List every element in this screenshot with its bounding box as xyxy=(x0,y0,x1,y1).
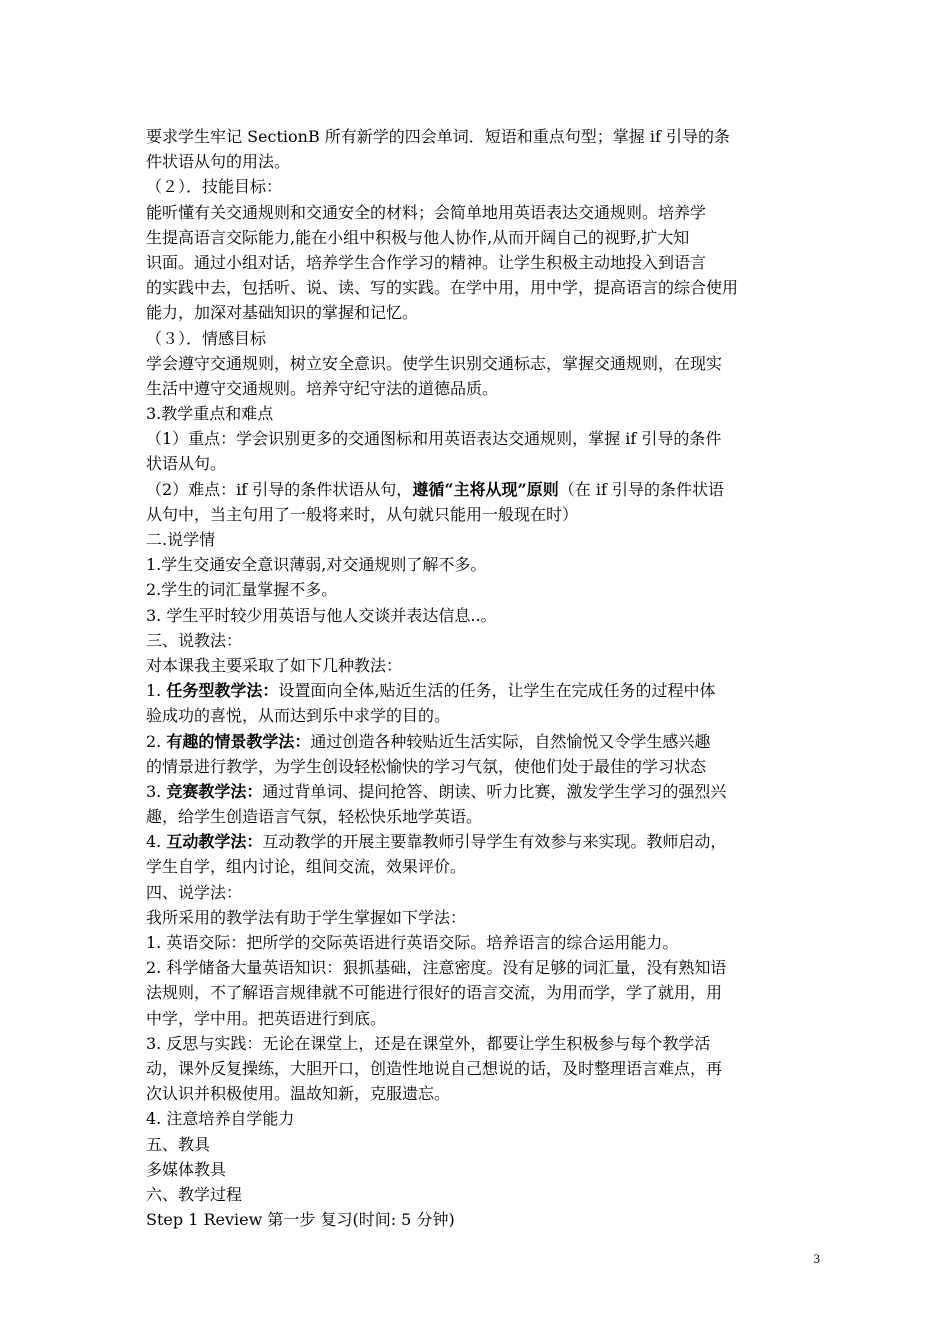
text-line: 我所采用的教学法有助于学生掌握如下学法： xyxy=(146,907,467,927)
text-line: 的实践中去，包括听、说、读、写的实践。在学中用，用中学，提高语言的综合使用 xyxy=(146,278,739,298)
method-title: 有趣的情景教学法： xyxy=(166,731,311,751)
difficulty-line xyxy=(146,477,818,502)
section-heading-teaching-process: 六、教学过程 xyxy=(146,1184,243,1204)
text-line: 学会遵守交通规则，树立安全意识。使学生识别交通标志，掌握交通规则，在现实 xyxy=(146,353,723,373)
section-heading-learner-analysis: 二.说学情 xyxy=(146,530,216,549)
text-line: 的情景进行教学，为学生创设轻松愉快的学习气氛，使他们处于最佳的学习状态 xyxy=(146,756,707,776)
method-item xyxy=(146,678,818,703)
text-line: 生提高语言交际能力,能在小组中积极与他人协作,从而开阔自己的视野,扩大知 xyxy=(146,227,690,247)
method-title: 互动教学法： xyxy=(166,832,263,852)
section-heading-key-points: 3.教学重点和难点 xyxy=(146,404,274,424)
section-heading-teaching-methods: 三、说教法： xyxy=(146,630,243,650)
text-line: 趣，给学生创造语言气氛，轻松快乐地学英语。 xyxy=(146,807,483,827)
text-line: （1）重点：学会识别更多的交通图标和用英语表达交通规则，掌握 if 引导的条件 xyxy=(146,429,722,449)
difficulty-bold: 遵循“主将从现”原则 xyxy=(412,479,559,499)
text-line: 验成功的喜悦，从而达到乐中求学的目的。 xyxy=(146,706,451,726)
difficulty-post: （在 if 引导的条件状语 xyxy=(558,479,724,499)
text-line: 法规则，不了解语言规律就不可能进行很好的语言交流，为用而学，学了就用，用 xyxy=(146,983,723,1003)
text-line: 识面。通过小组对话，培养学生合作学习的精神。让学生积极主动地投入到语言 xyxy=(146,252,707,272)
subheading-skill-goals: （２）．技能目标： xyxy=(146,177,283,197)
method-item xyxy=(146,729,818,754)
method-number: 1. xyxy=(146,681,167,701)
method-text: 通过创造各种较贴近生活实际，自然愉悦又令学生感兴趣 xyxy=(310,731,711,751)
text-line: 件状语从句的用法。 xyxy=(146,152,291,172)
text-line: 对本课我主要采取了如下几种教法： xyxy=(146,655,403,675)
text-line: 次认识并积极使用。温故知新，克服遗忘。 xyxy=(146,1084,451,1104)
text-line: 能力，加深对基础知识的掌握和记忆。 xyxy=(146,303,419,323)
method-title: 任务型教学法： xyxy=(166,681,279,701)
text-line: 2. 科学储备大量英语知识：狠抓基础，注意密度。没有足够的词汇量，没有熟知语 xyxy=(146,958,727,978)
text-line: 4. 注意培养自学能力 xyxy=(146,1109,295,1129)
text-line: 2.学生的词汇量掌握不多。 xyxy=(146,580,338,600)
method-text: 设置面向全体,贴近生活的任务，让学生在完成任务的过程中体 xyxy=(278,681,716,701)
section-heading-teaching-aids: 五、教具 xyxy=(146,1134,211,1154)
method-text: 互动教学的开展主要靠教师引导学生有效参与来实现。教师启动， xyxy=(262,832,727,852)
method-text: 通过背单词、提问抢答、朗读、听力比赛，激发学生学习的强烈兴 xyxy=(262,781,727,801)
method-number: 3. xyxy=(146,781,167,801)
text-line: 要求学生牢记 SectionB 所有新学的四会单词．短语和重点句型；掌握 if 引导的条 xyxy=(146,127,731,146)
method-item xyxy=(146,829,818,854)
text-line: 中学，学中用。把英语进行到底。 xyxy=(146,1008,387,1028)
text-line: 3. 反思与实践：无论在课堂上，还是在课堂外，都要让学生积极参与每个教学活 xyxy=(146,1033,711,1053)
subheading-emotion-goals: （３）．情感目标 xyxy=(146,328,267,348)
method-number: 4. xyxy=(146,832,167,852)
text-line: 动，课外反复操练，大胆开口，创造性地说自己想说的话，及时整理语言难点，再 xyxy=(146,1058,723,1078)
section-heading-learning-methods: 四、说学法： xyxy=(146,882,243,902)
text-line: 从句中，当主句用了一般将来时，从句就只能用一般现在时） xyxy=(146,504,579,524)
text-line: 3. 学生平时较少用英语与他人交谈并表达信息..。 xyxy=(146,605,497,625)
text-line: 生活中遵守交通规则。培养守纪守法的道德品质。 xyxy=(146,378,499,398)
text-line: 状语从句。 xyxy=(146,454,227,474)
page-number: 3 xyxy=(813,1251,820,1266)
text-line: 学生自学，组内讨论，组间交流，效果评价。 xyxy=(146,857,467,877)
text-line: Step 1 Review 第一步 复习(时间: 5 分钟) xyxy=(146,1210,455,1230)
text-line: 多媒体教具 xyxy=(146,1159,227,1179)
text-line: 1. 英语交际：把所学的交际英语进行英语交际。培养语言的综合运用能力。 xyxy=(146,933,679,952)
method-number: 2. xyxy=(146,731,167,751)
method-item xyxy=(146,779,818,804)
method-title: 竞赛教学法： xyxy=(166,781,263,801)
text-line: 能听懂有关交通规则和交通安全的材料；会简单地用英语表达交通规则。培养学 xyxy=(146,202,707,222)
difficulty-pre: （2）难点：if 引导的条件状语从句， xyxy=(146,479,413,499)
text-line: 1.学生交通安全意识薄弱,对交通规则了解不多。 xyxy=(146,555,487,575)
page-body xyxy=(146,124,818,1232)
